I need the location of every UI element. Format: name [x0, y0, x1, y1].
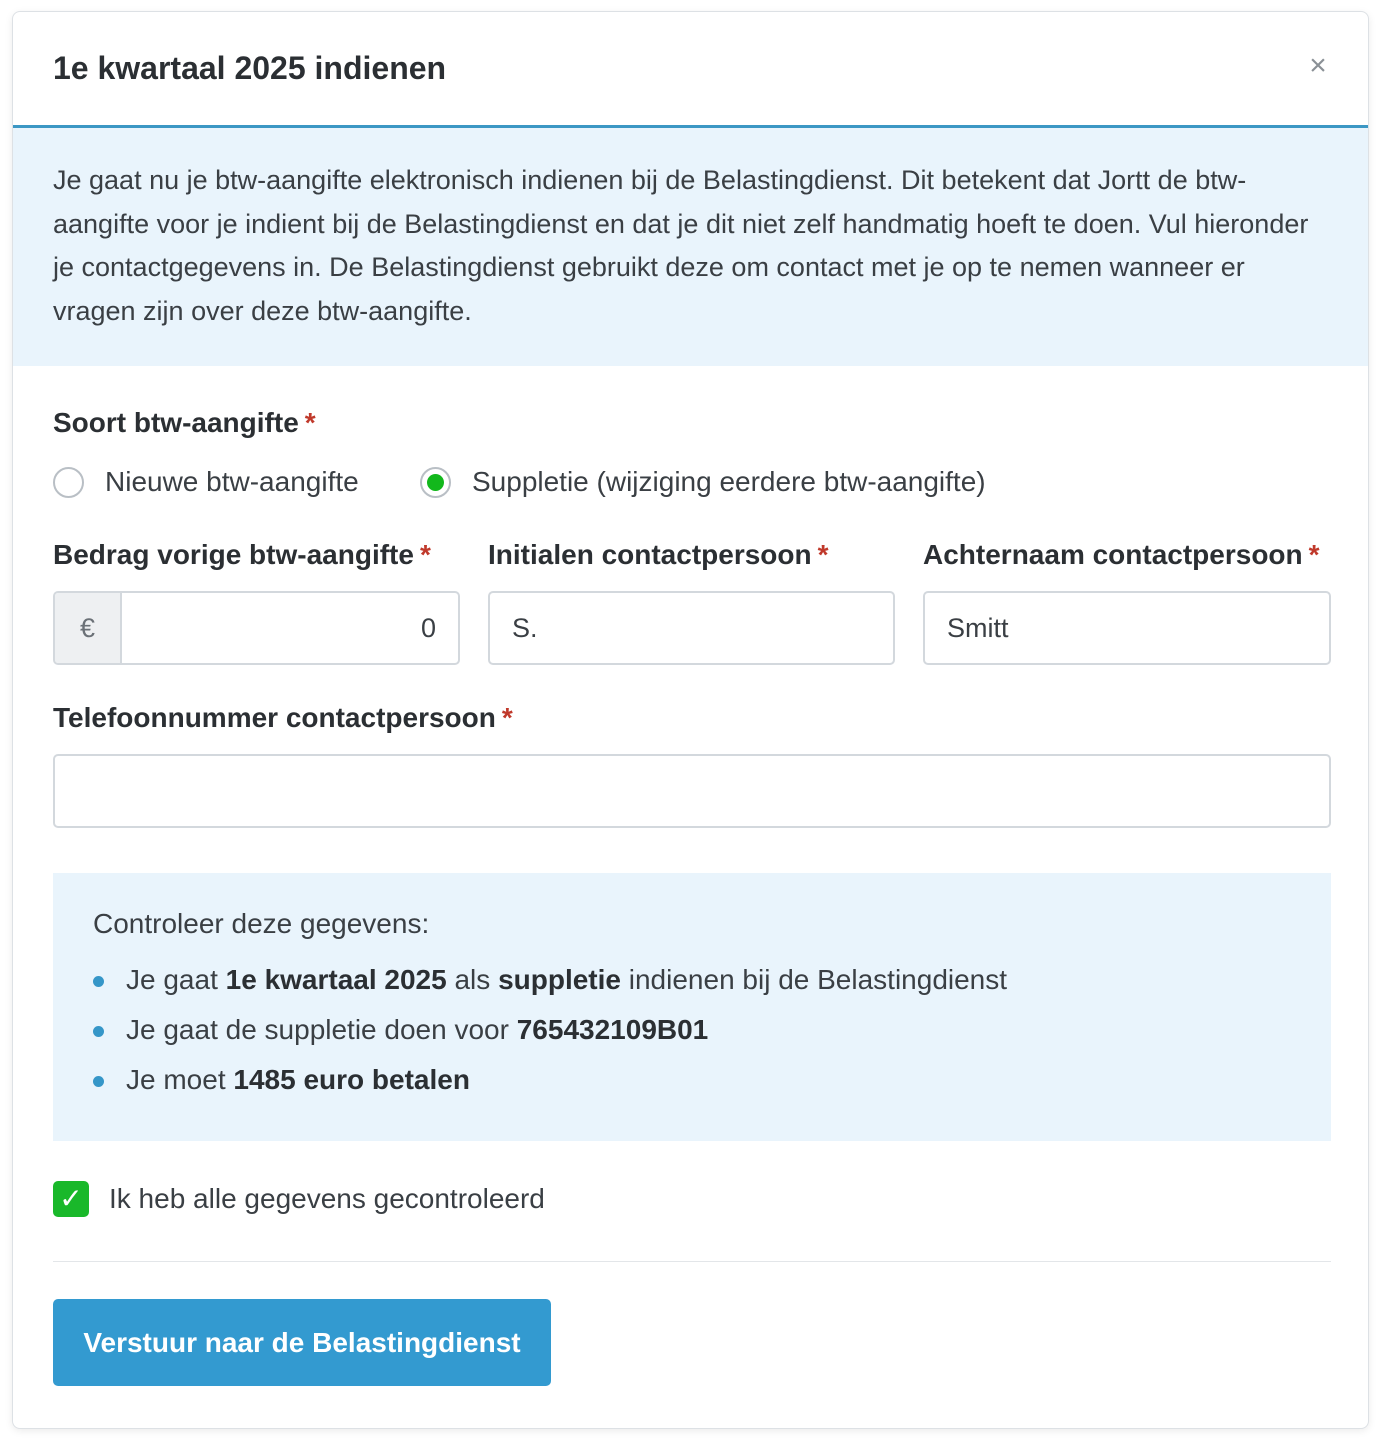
radio-new-return[interactable] — [53, 464, 359, 500]
radio-new-return-circle[interactable] — [53, 467, 84, 498]
initials-input[interactable]: S. — [488, 591, 895, 665]
modal-header — [13, 12, 1368, 128]
intro-panel — [13, 128, 1368, 366]
initials-label — [488, 538, 829, 572]
summary-title: Controleer deze gegevens: — [93, 908, 430, 939]
summary-item-period — [93, 955, 1291, 1005]
required-mark: * — [419, 539, 431, 570]
phone-label-text: Telefoonnummer contactpersoon — [53, 702, 496, 733]
summary-text: Je gaat de suppletie doen voor — [126, 1014, 517, 1045]
divider — [53, 1261, 1331, 1262]
required-mark: * — [817, 539, 829, 570]
radio-supplement-label: Suppletie (wijziging eerdere btw-aangifte) — [472, 466, 986, 497]
radio-supplement-circle[interactable] — [420, 467, 451, 498]
radio-supplement[interactable] — [420, 464, 986, 500]
submit-button[interactable]: Verstuur naar de Belastingdienst — [53, 1299, 551, 1386]
summary-list — [93, 955, 1291, 1105]
summary-period: 1e kwartaal 2025 — [225, 964, 447, 995]
modal-title: 1e kwartaal 2025 indienen — [53, 50, 447, 86]
previous-amount-input[interactable]: 0 — [420, 613, 436, 643]
euro-prefix: € — [55, 593, 122, 663]
close-icon[interactable]: × — [1309, 49, 1327, 82]
summary-text: Je moet — [126, 1064, 234, 1095]
phone-input[interactable] — [53, 754, 1331, 828]
intro-text: Je gaat nu je btw-aangifte elektronisch indienen bij de Belastingdienst. Dit betekent dat Jortt de btw-aangifte voor je indient bij de Belastingdienst en dat je dit niet zelf handmatig hoeft te doen. Vul hieronder je contactgegevens in. De Belastingdienst gebruikt deze om contact met je op te nemen wanneer er vragen zijn over deze btw-aangifte. — [53, 165, 1309, 326]
initials-label-text: Initialen contactpersoon — [488, 539, 812, 570]
summary-text: indienen bij de Belastingdienst — [620, 964, 1008, 995]
submit-vat-modal — [12, 11, 1369, 1429]
type-label-text: Soort btw-aangifte — [53, 407, 299, 438]
type-label — [53, 406, 316, 440]
confirm-label: Ik heb alle gegevens gecontroleerd — [109, 1183, 545, 1214]
amount-label — [53, 538, 431, 572]
required-mark: * — [1308, 539, 1320, 570]
checkmark-icon[interactable]: ✓ — [53, 1181, 89, 1217]
lastname-input[interactable]: Smitt — [923, 591, 1331, 665]
summary-text: als — [446, 964, 499, 995]
required-mark: * — [304, 407, 316, 438]
amount-label-text: Bedrag vorige btw-aangifte — [53, 539, 414, 570]
confirm-checkbox-row[interactable] — [53, 1180, 545, 1218]
summary-vat-number: 765432109B01 — [516, 1014, 709, 1045]
summary-text: Je gaat — [126, 964, 226, 995]
summary-item-vat-number — [93, 1005, 1291, 1055]
previous-amount-field[interactable] — [53, 591, 460, 665]
lastname-label — [923, 538, 1320, 572]
radio-new-return-label: Nieuwe btw-aangifte — [105, 466, 359, 497]
required-mark: * — [501, 702, 513, 733]
summary-item-amount — [93, 1055, 1291, 1105]
phone-label — [53, 701, 513, 735]
summary-amount: 1485 euro betalen — [233, 1064, 470, 1095]
lastname-label-text: Achternaam contactpersoon — [923, 539, 1303, 570]
summary-panel — [53, 873, 1331, 1141]
summary-kind: suppletie — [498, 964, 621, 995]
